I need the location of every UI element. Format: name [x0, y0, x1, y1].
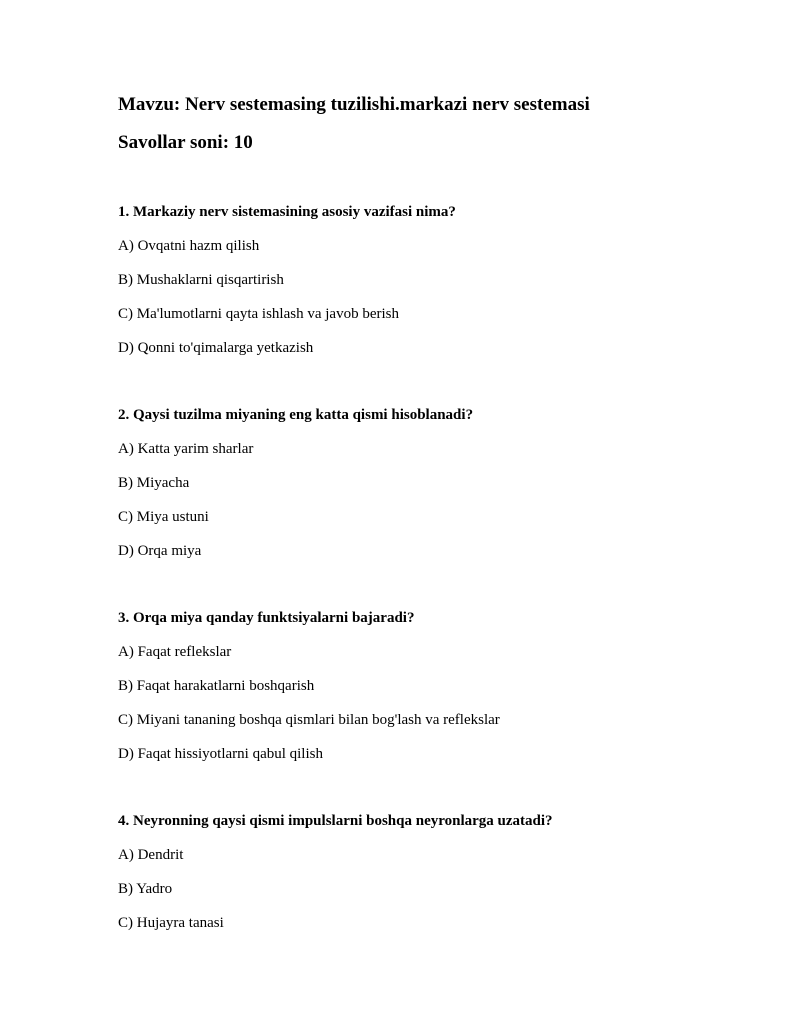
answer-option-a: A) Dendrit [118, 847, 184, 863]
question-text: 1. Markaziy nerv sistemasining asosiy vazifasi nima? [118, 204, 456, 220]
answer-option-a: A) Ovqatni hazm qilish [118, 238, 260, 254]
answer-option-d: D) Faqat hissiyotlarni qabul qilish [118, 746, 323, 762]
answer-option-c: C) Miya ustuni [118, 509, 209, 525]
question-block-4 [118, 812, 758, 932]
answer-option-d: D) Qonni to'qimalarga yetkazish [118, 340, 314, 356]
answer-option-b: B) Faqat harakatlarni boshqarish [118, 678, 315, 694]
question-text: 2. Qaysi tuzilma miyaning eng katta qismi hisoblanadi? [118, 407, 474, 423]
answer-option-b: B) Miyacha [118, 475, 190, 491]
question-block-2 [118, 406, 758, 560]
answer-option-c: C) Miyani tananing boshqa qismlari bilan bog'lash va reflekslar [118, 712, 500, 728]
answer-option-c: C) Hujayra tanasi [118, 915, 224, 931]
question-block-1 [118, 203, 758, 357]
answer-option-b: B) Yadro [118, 881, 173, 897]
question-block-3 [118, 609, 758, 763]
question-text: 4. Neyronning qaysi qismi impulslarni boshqa neyronlarga uzatadi? [118, 813, 553, 829]
answer-option-d: D) Orqa miya [118, 543, 202, 559]
answer-option-c: C) Ma'lumotlarni qayta ishlash va javob berish [118, 306, 399, 322]
answer-option-a: A) Faqat reflekslar [118, 644, 232, 660]
topic-title: Mavzu: Nerv sestemasing tuzilishi.markazi nerv sestemasi [118, 94, 590, 115]
question-count: Savollar soni: 10 [118, 132, 253, 153]
question-text: 3. Orqa miya qanday funktsiyalarni bajaradi? [118, 610, 415, 626]
answer-option-b: B) Mushaklarni qisqartirish [118, 272, 284, 288]
answer-option-a: A) Katta yarim sharlar [118, 441, 254, 457]
